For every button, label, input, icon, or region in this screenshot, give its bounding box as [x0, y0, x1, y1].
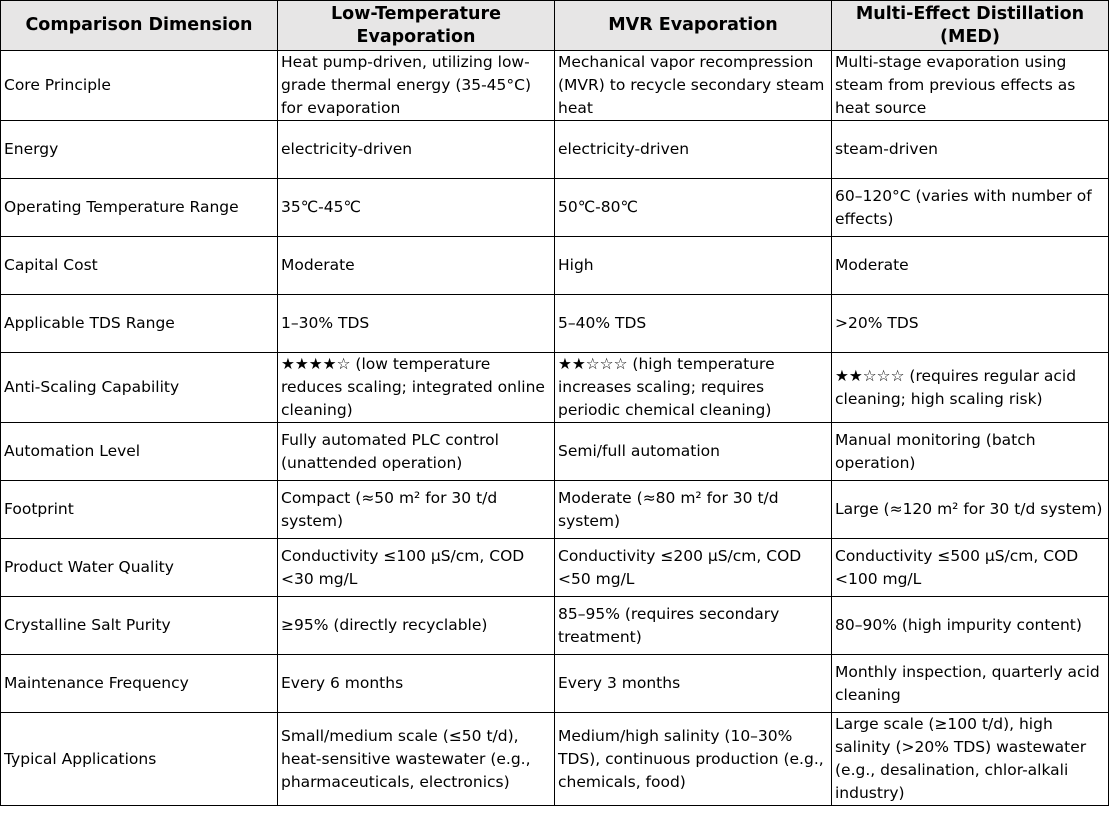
cell-med: 60–120°C (varies with number of effects) — [832, 179, 1109, 237]
row-label: Core Principle — [1, 51, 278, 121]
table-row — [1, 481, 1109, 539]
cell-mvr: ★★☆☆☆ (high temperature increases scaling; requires periodic chemical cleaning) — [555, 353, 832, 423]
row-label: Crystalline Salt Purity — [1, 597, 278, 655]
row-label: Footprint — [1, 481, 278, 539]
cell-low-temperature: ★★★★☆ (low temperature reduces scaling; integrated online cleaning) — [278, 353, 555, 423]
row-label: Operating Temperature Range — [1, 179, 278, 237]
cell-med: steam-driven — [832, 121, 1109, 179]
table-row — [1, 353, 1109, 423]
table-row — [1, 237, 1109, 295]
cell-med: Manual monitoring (batch operation) — [832, 423, 1109, 481]
cell-mvr: 5–40% TDS — [555, 295, 832, 353]
header-med: Multi-Effect Distillation (MED) — [832, 1, 1109, 51]
cell-mvr: Mechanical vapor recompression (MVR) to recycle secondary steam heat — [555, 51, 832, 121]
cell-low-temperature: 35℃-45℃ — [278, 179, 555, 237]
cell-low-temperature: Fully automated PLC control (unattended operation) — [278, 423, 555, 481]
cell-med: Multi-stage evaporation using steam from previous effects as heat source — [832, 51, 1109, 121]
cell-med: Large (≈120 m² for 30 t/d system) — [832, 481, 1109, 539]
cell-low-temperature: electricity-driven — [278, 121, 555, 179]
header-low-temperature: Low-Temperature Evaporation — [278, 1, 555, 51]
cell-low-temperature: Heat pump-driven, utilizing low-grade thermal energy (35-45°C) for evaporation — [278, 51, 555, 121]
cell-mvr: 50℃-80℃ — [555, 179, 832, 237]
row-label: Maintenance Frequency — [1, 655, 278, 713]
cell-mvr: Moderate (≈80 m² for 30 t/d system) — [555, 481, 832, 539]
row-label: Product Water Quality — [1, 539, 278, 597]
cell-mvr: High — [555, 237, 832, 295]
table-row — [1, 295, 1109, 353]
table-row — [1, 655, 1109, 713]
cell-low-temperature: Every 6 months — [278, 655, 555, 713]
cell-mvr: 85–95% (requires secondary treatment) — [555, 597, 832, 655]
cell-med: Conductivity ≤500 μS/cm, COD <100 mg/L — [832, 539, 1109, 597]
cell-med: >20% TDS — [832, 295, 1109, 353]
table-row — [1, 713, 1109, 806]
row-label: Capital Cost — [1, 237, 278, 295]
cell-low-temperature: 1–30% TDS — [278, 295, 555, 353]
cell-med: Monthly inspection, quarterly acid cleaning — [832, 655, 1109, 713]
table-row — [1, 179, 1109, 237]
cell-mvr: Semi/full automation — [555, 423, 832, 481]
row-label: Anti-Scaling Capability — [1, 353, 278, 423]
cell-mvr: electricity-driven — [555, 121, 832, 179]
row-label: Automation Level — [1, 423, 278, 481]
header-dimension: Comparison Dimension — [1, 1, 278, 51]
cell-mvr: Every 3 months — [555, 655, 832, 713]
header-row — [1, 1, 1109, 51]
table-row — [1, 121, 1109, 179]
table-row — [1, 597, 1109, 655]
cell-med: Large scale (≥100 t/d), high salinity (>20% TDS) wastewater (e.g., desalination, chlor-alkali industry) — [832, 713, 1109, 806]
cell-low-temperature: Conductivity ≤100 μS/cm, COD <30 mg/L — [278, 539, 555, 597]
row-label: Typical Applications — [1, 713, 278, 806]
cell-low-temperature: Small/medium scale (≤50 t/d), heat-sensitive wastewater (e.g., pharmaceuticals, electronics) — [278, 713, 555, 806]
table-row — [1, 51, 1109, 121]
cell-med: 80–90% (high impurity content) — [832, 597, 1109, 655]
cell-low-temperature: Moderate — [278, 237, 555, 295]
cell-med: ★★☆☆☆ (requires regular acid cleaning; high scaling risk) — [832, 353, 1109, 423]
table-row — [1, 423, 1109, 481]
cell-med: Moderate — [832, 237, 1109, 295]
header-mvr: MVR Evaporation — [555, 1, 832, 51]
row-label: Applicable TDS Range — [1, 295, 278, 353]
cell-low-temperature: Compact (≈50 m² for 30 t/d system) — [278, 481, 555, 539]
cell-mvr: Conductivity ≤200 μS/cm, COD <50 mg/L — [555, 539, 832, 597]
cell-low-temperature: ≥95% (directly recyclable) — [278, 597, 555, 655]
cell-mvr: Medium/high salinity (10–30% TDS), continuous production (e.g., chemicals, food) — [555, 713, 832, 806]
row-label: Energy — [1, 121, 278, 179]
table-row — [1, 539, 1109, 597]
